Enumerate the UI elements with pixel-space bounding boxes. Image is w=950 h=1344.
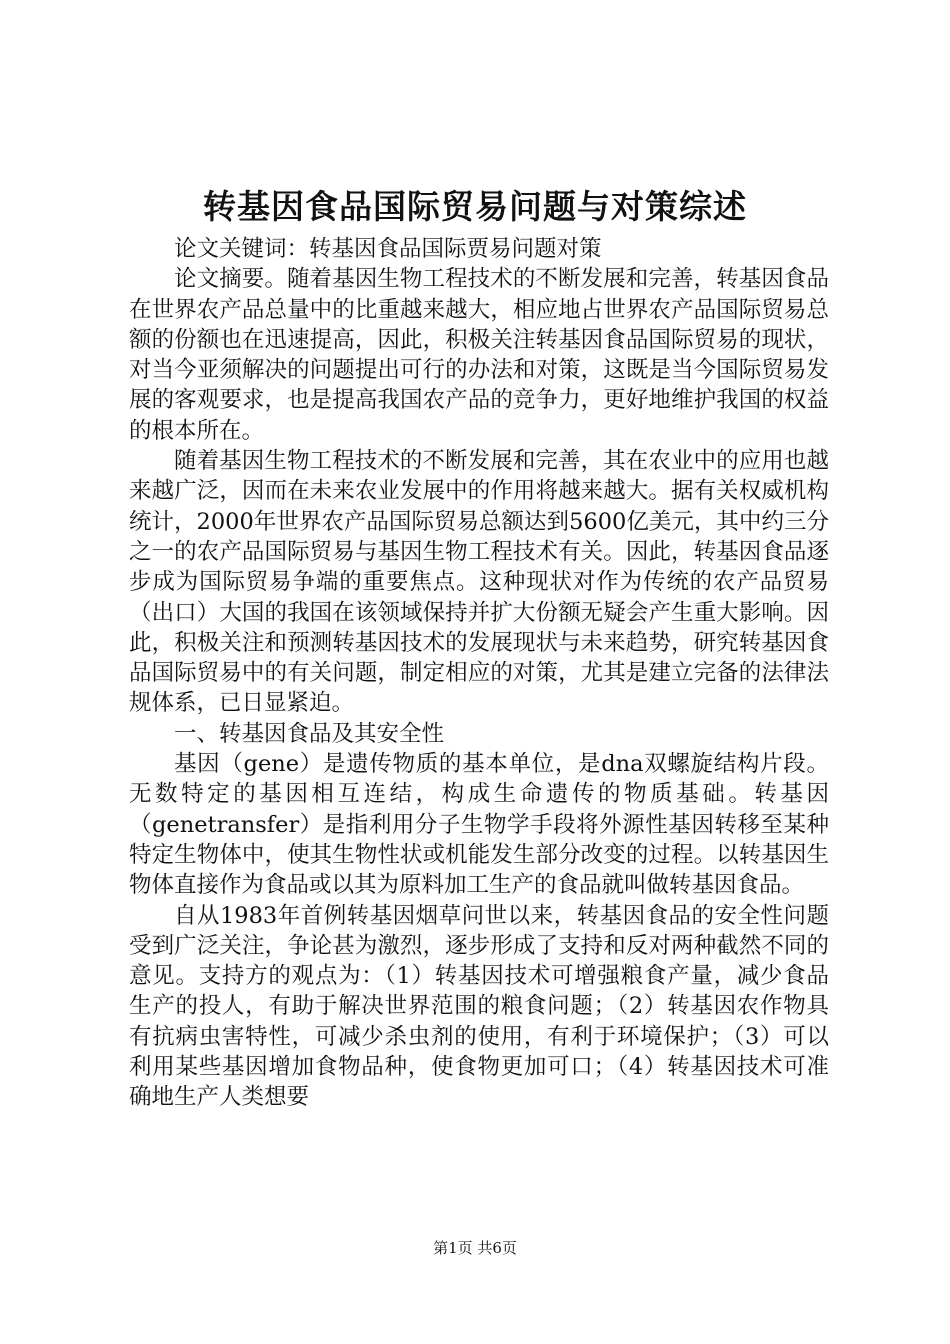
section-heading: 一、转基因食品及其安全性: [174, 720, 445, 747]
document-body: [129, 234, 829, 1113]
body-paragraph: 自从1983年首例转基因烟草问世以来，转基因食品的安全性问题受到广泛关注，争论甚为激烈，逐步形成了支持和反对两种截然不同的意见。支持方的观点为：（1）转基因技术可增强粮食产量，减少食品生产的投人，有助于解决世界范围的粮食问题；（2）转基因农作物具有抗病虫害特性，可减少杀虫剂的使用，有利于环境保护；（3）可以利用某些基因增加食物品种，使食物更加可口；（4）转基因技术可准确地生产人类想要: [129, 902, 829, 1111]
abstract-paragraph: 论文摘要。随着基因生物工程技术的不断发展和完善，转基因食品在世界农产品总量中的比重越来越大，相应地占世界农产品国际贸易总额的份额也在迅速提高，因此，积极关注转基因食品国际贸易的现状，对当今亚须解决的问题提出可行的办法和对策，这既是当今国际贸易发展的客观要求，也是提高我国农产品的竞争力，更好地维护我国的权益的根本所在。: [129, 266, 829, 444]
page-number-footer: 第1页 共6页: [433, 1239, 517, 1257]
body-paragraph: 随着基因生物工程技术的不断发展和完善，其在农业中的应用也越来越广泛，因而在未来农业发展中的作用将越来越大。据有关权威机构统计，2000年世界农产品国际贸易总额达到5600亿美元，其中约三分之一的农产品国际贸易与基因生物工程技术有关。因此，转基因食品逐步成为国际贸易争端的重要焦点。这种现状对作为传统的农产品贸易（出口）大国的我国在该领域保持并扩大份额无疑会产生重大影响。因此，积极关注和预测转基因技术的发展现状与未来趋势，研究转基因食品国际贸易中的有关问题，制定相应的对策，尤其是建立完备的法律法规体系，已日显紧迫。: [129, 448, 829, 717]
keywords-paragraph: 论文关键词：转基因食品国际贾易问题对策: [174, 236, 602, 262]
document-title: 转基因食品国际贸易问题与对策综述: [203, 187, 747, 226]
body-paragraph: 基因（gene）是遗传物质的基本单位，是dna双螺旋结构片段。无数特定的基因相互连结，构成生命遗传的物质基础。转基因（genetransfer）是指利用分子生物学手段将外源性基因转移至某种特定生物体中，使其生物性状或机能发生部分改变的过程。以转基因生物体直接作为食品或以其为原料加工生产的食品就叫做转基因食品。: [129, 751, 829, 899]
